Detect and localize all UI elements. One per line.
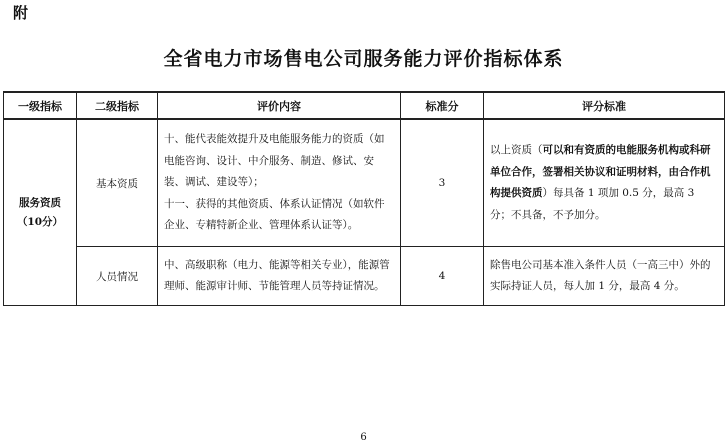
level2-indicator: 人员情况 <box>77 247 158 306</box>
criteria-cell <box>484 119 725 247</box>
page-title: 全省电力市场售电公司服务能力评价指标体系 <box>163 48 564 70</box>
column-header-standard-score: 标准分 <box>401 92 484 119</box>
table-row <box>4 247 725 306</box>
standard-score: 3 <box>401 119 484 247</box>
table-header-row <box>4 92 725 119</box>
evaluation-content-cell <box>158 247 401 306</box>
attachment-label: 附 <box>13 4 29 22</box>
evaluation-table <box>3 91 725 306</box>
standard-score: 4 <box>401 247 484 306</box>
criteria-prefix: 以上资质（ <box>490 144 543 156</box>
level1-indicator-cell <box>4 119 77 306</box>
table-row <box>4 119 725 247</box>
level1-indicator-score: （10分） <box>16 215 64 228</box>
content-item: 十一、获得的其他资质、体系认证情况（如软件企业、专精特新企业、管理体系认证等）。 <box>164 197 385 232</box>
column-header-level2: 二级指标 <box>77 92 158 119</box>
criteria-suffix: ）每具备 1 项加 0.5 分，最高 3 分；不具备，不予加分。 <box>490 187 695 221</box>
page-number: 6 <box>360 432 367 443</box>
column-header-criteria: 评分标准 <box>484 92 725 119</box>
column-header-level1: 一级指标 <box>4 92 77 119</box>
content-item: 中、高级职称（电力、能源等相关专业），能源管理师、能源审计师、节能管理人员等持证情况。 <box>164 258 390 292</box>
level2-indicator: 基本资质 <box>77 119 158 247</box>
criteria-cell: 除售电公司基本准入条件人员（一高三中）外的实际持证人员，每人加 1 分，最高 4 分。 <box>484 247 725 306</box>
content-item: 十、能代表能效提升及电能服务能力的资质（如电能咨询、设计、中介服务、制造、修试、安装、调试、建设等）； <box>164 133 385 189</box>
criteria-bold-text: 可以和有资质的电能服务机构或科研单位合作，签署相关协议和证明材料，由合作机构提供资质 <box>490 144 711 199</box>
level1-indicator-name: 服务资质 <box>19 196 61 209</box>
column-header-content: 评价内容 <box>158 92 401 119</box>
evaluation-content-cell <box>158 119 401 247</box>
